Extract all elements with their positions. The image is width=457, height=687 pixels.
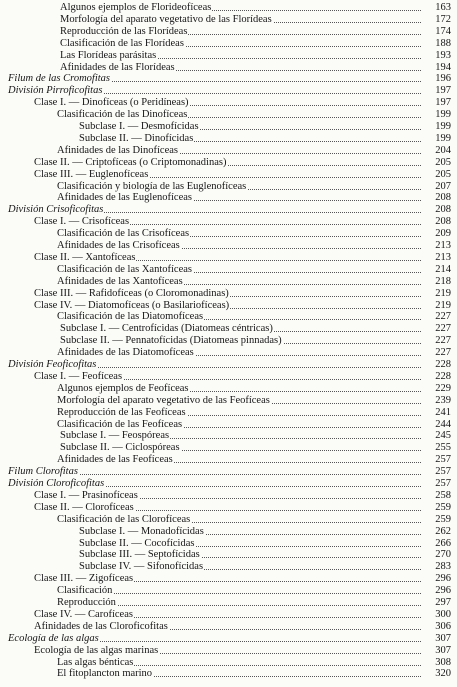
toc-entry-page: 297 <box>435 597 451 608</box>
toc-entry <box>0 252 457 264</box>
toc-entry-page: 205 <box>435 168 451 180</box>
toc-entry <box>0 62 457 74</box>
toc-entry <box>0 359 457 371</box>
toc-entry-title: Subclase II. — Pennatofícidas (Diatomeas pinnadas) <box>60 335 282 347</box>
toc-entry-page: 245 <box>435 430 451 442</box>
toc-entry-title: Clasificación y biología de las Euglenofíceas <box>57 180 247 192</box>
toc-entry-title: Clasificación de las Dinofíceas <box>57 109 188 121</box>
toc-entry <box>0 645 457 657</box>
toc-entry <box>0 73 457 85</box>
toc-entry-page: 227 <box>435 347 451 359</box>
toc-entry <box>0 300 457 312</box>
toc-entry <box>0 585 457 597</box>
toc-entry <box>0 288 457 300</box>
toc-entry-page: 213 <box>435 251 451 263</box>
toc-entry <box>0 597 457 609</box>
toc-entry <box>0 561 457 573</box>
toc-entry <box>0 347 457 359</box>
toc-entry-page: 257 <box>435 454 451 466</box>
toc-entry-page: 306 <box>435 620 451 632</box>
toc-entry <box>0 526 457 538</box>
toc-entry-title: División Feoficofitas <box>8 359 97 370</box>
toc-entry <box>0 204 457 216</box>
toc-entry-page: 227 <box>435 335 451 347</box>
toc-entry <box>0 466 457 478</box>
toc-entry-title: Clase I. — Dinofíceas (o Peridíneas) <box>34 97 189 109</box>
toc-entry-title: Afinidades de las Crisofíceas <box>57 240 180 251</box>
toc-entry <box>0 454 457 466</box>
toc-entry-page: 259 <box>435 513 451 525</box>
toc-entry-title: Subclase I. — Centrofícidas (Diatomeas céntricas) <box>60 323 273 335</box>
toc-entry-title: Clase I. — Prasinofíceas <box>34 489 138 501</box>
toc-entry <box>0 668 457 680</box>
toc-entry-page: 199 <box>435 109 451 121</box>
toc-entry-title: Afinidades de las Florídeas <box>60 61 175 73</box>
toc-entry <box>0 276 457 288</box>
toc-entry <box>0 145 457 157</box>
toc-entry <box>0 192 457 204</box>
toc-entry <box>0 169 457 181</box>
toc-entry-title: Subclase II. — Dinofícidas <box>79 132 194 144</box>
toc-entry-page: 218 <box>435 275 451 287</box>
toc-entry <box>0 323 457 335</box>
toc-entry <box>0 38 457 50</box>
toc-entry-page: 266 <box>435 537 451 549</box>
toc-entry-title: División Cloroficofitas <box>8 478 105 489</box>
toc-entry <box>0 478 457 490</box>
toc-entry-title: Subclase I. — Monadofícidas <box>79 525 204 537</box>
toc-entry-title: Clase I. — Crisofíceas <box>34 216 130 228</box>
toc-entry-title: Clasificación de las Crisofíceas <box>57 228 190 240</box>
toc-entry-title: Reproducción de las Feofíceas <box>57 406 186 418</box>
toc-entry <box>0 97 457 109</box>
toc-entry-page: 296 <box>435 585 451 597</box>
toc-entry-title: El fitoplancton marino <box>57 668 153 680</box>
toc-entry <box>0 264 457 276</box>
toc-entry-title: Subclase I. — Desmofícidas <box>79 121 199 132</box>
toc-entry-page: 283 <box>435 561 451 573</box>
toc-entry-title: Morfología del aparato vegetativo de las Florídeas <box>60 13 272 25</box>
toc-entry <box>0 549 457 561</box>
toc-entry <box>0 609 457 621</box>
toc-entry-page: 227 <box>435 311 451 323</box>
toc-entry <box>0 383 457 395</box>
toc-entry-title: Ecología de las algas marinas <box>34 644 159 656</box>
toc-entry <box>0 311 457 323</box>
toc-entry <box>0 181 457 193</box>
toc-entry <box>0 157 457 169</box>
toc-entry-page: 207 <box>435 180 451 192</box>
toc-entry-title: Clase III. — Euglenofíceas <box>34 168 149 180</box>
toc-entry-page: 308 <box>435 656 451 668</box>
toc-entry-page: 219 <box>435 299 451 311</box>
toc-entry <box>0 2 457 14</box>
toc-entry-title: Las algas bénticas <box>57 656 134 668</box>
toc-entry-title: Ecología de las algas <box>8 632 99 644</box>
toc-entry-page: 258 <box>435 489 451 501</box>
toc-entry-title: Filum Clorofitas <box>8 466 78 478</box>
toc-entry-title: Subclase IV. — Sifonofícidas <box>79 561 204 573</box>
toc-entry <box>0 133 457 145</box>
toc-entry-page: 199 <box>435 132 451 144</box>
toc-entry-title: Clasificación de las Florídeas <box>60 37 184 49</box>
toc-entry <box>0 228 457 240</box>
toc-entry <box>0 85 457 97</box>
toc-entry-title: Clasificación de las Xantofíceas <box>57 263 192 275</box>
toc-entry-title: Clase III. — Rafidofíceas (o Cloromonadinas) <box>34 287 229 299</box>
toc-entry <box>0 216 457 228</box>
toc-entry-title: Clasificación de las Clorofíceas <box>57 513 191 525</box>
toc-entry-page: 209 <box>435 228 451 240</box>
toc-entry <box>0 395 457 407</box>
toc-entry <box>0 502 457 514</box>
toc-entry-title: Reproducción de las Florídeas <box>60 25 188 37</box>
toc-entry-title: Algunos ejemplos de Feofíceas <box>57 382 189 394</box>
toc-entry-page: 270 <box>435 549 451 561</box>
toc-entry-title: Afinidades de las Diatomofíceas <box>57 347 194 359</box>
toc-entry-title: Las Florídeas parásitas <box>60 49 157 61</box>
toc-entry <box>0 371 457 383</box>
toc-entry-page: 172 <box>435 13 451 25</box>
toc-entry-title: Afinidades de las Cloroficofitas <box>34 620 168 632</box>
toc-entry-title: Morfología del aparato vegetativo de las Feofíceas <box>57 394 270 406</box>
toc-entry-page: 262 <box>435 525 451 537</box>
toc-entry-title: División Pirroficofitas <box>8 85 103 97</box>
toc-entry-page: 255 <box>435 442 451 454</box>
toc-entry-page: 174 <box>435 25 451 37</box>
toc-entry-title: Clase II. — Clorofíceas <box>34 501 134 513</box>
toc-entry-title: Subclase I. — Feospóreas <box>60 430 170 442</box>
toc-entry-page: 300 <box>435 608 451 620</box>
toc-entry-page: 208 <box>435 216 451 228</box>
toc-entry-page: 228 <box>435 359 451 370</box>
toc-entry-page: 188 <box>435 37 451 49</box>
toc-entry-title: División Crisoficofitas <box>8 204 104 216</box>
toc-entry-title: Algunos ejemplos de Florideofíceas <box>60 2 212 13</box>
toc-entry-page: 213 <box>435 240 451 251</box>
toc-entry-page: 208 <box>435 192 451 204</box>
toc-entry-page: 307 <box>435 632 451 644</box>
toc-entry <box>0 14 457 26</box>
toc-entry-page: 227 <box>435 323 451 335</box>
toc-entry-title: Filum de las Cromofitas <box>8 73 110 85</box>
toc-entry-page: 320 <box>435 668 451 680</box>
toc-entry-page: 239 <box>435 394 451 406</box>
toc-entry-title: Clase I. — Feofíceas <box>34 370 123 382</box>
toc-entry-page: 259 <box>435 501 451 513</box>
toc-entry-page: 197 <box>435 85 451 97</box>
toc-entry-title: Reproducción <box>57 597 116 608</box>
toc-entry-title: Clase III. — Zigofíceas <box>34 573 134 585</box>
toc-entry-title: Clase II. — Criptofíceas (o Criptomonadinas) <box>34 156 227 168</box>
toc-entry-page: 229 <box>435 382 451 394</box>
toc-entry-page: 241 <box>435 406 451 418</box>
toc-entry-title: Afinidades de las Euglenofíceas <box>57 192 192 204</box>
toc-entry <box>0 419 457 431</box>
toc-entry-title: Clase II. — Xantofíceas <box>34 251 136 263</box>
toc-entry <box>0 430 457 442</box>
toc-entry <box>0 407 457 419</box>
toc-entry-page: 257 <box>435 478 451 489</box>
toc-entry-page: 205 <box>435 156 451 168</box>
toc-entry <box>0 109 457 121</box>
toc-entry-page: 163 <box>435 2 451 13</box>
toc-entry <box>0 657 457 669</box>
toc-entry-title: Clasificación de las Diatomofíceas <box>57 311 204 323</box>
toc-entry-title: Subclase II. — Ciclospóreas <box>60 442 180 454</box>
toc-entry-page: 228 <box>435 370 451 382</box>
toc-entry-page: 214 <box>435 263 451 275</box>
toc-entry-page: 219 <box>435 287 451 299</box>
toc-entry-page: 194 <box>435 61 451 73</box>
toc-entry-title: Subclase III. — Septofícidas <box>79 549 200 561</box>
toc-entry-page: 244 <box>435 418 451 430</box>
toc-entry-title: Subclase II. — Cocofícidas <box>79 537 195 549</box>
toc-entry <box>0 121 457 133</box>
toc-entry-title: Clasificación de las Feofíceas <box>57 418 183 430</box>
toc-entry-page: 193 <box>435 49 451 61</box>
toc-entry <box>0 621 457 633</box>
toc-entry <box>0 442 457 454</box>
toc-entry-title: Afinidades de las Xantofíceas <box>57 275 183 287</box>
toc-entry-page: 197 <box>435 97 451 109</box>
toc-entry-page: 296 <box>435 573 451 585</box>
toc-entry <box>0 240 457 252</box>
toc-entry <box>0 490 457 502</box>
toc-entry-title: Afinidades de las Feofíceas <box>57 454 173 466</box>
toc-entry-page: 257 <box>435 466 451 478</box>
toc-entry-page: 199 <box>435 121 451 132</box>
toc-entry-page: 208 <box>435 204 451 216</box>
toc-entry <box>0 50 457 62</box>
toc-entry-title: Clasificación <box>57 585 113 597</box>
toc-entry-page: 204 <box>435 144 451 156</box>
toc-entry <box>0 538 457 550</box>
toc-entry-title: Afinidades de las Dinofíceas <box>57 144 179 156</box>
toc-entry-title: Clase IV. — Carofíceas <box>34 608 133 620</box>
toc-entry <box>0 514 457 526</box>
toc-entry-page: 307 <box>435 644 451 656</box>
toc-entry <box>0 26 457 38</box>
toc-entry <box>0 573 457 585</box>
toc-entry-title: Clase IV. — Diatomofíceas (o Basilariofíceas) <box>34 299 230 311</box>
toc-entry-page: 196 <box>435 73 451 85</box>
toc-entry <box>0 335 457 347</box>
toc-entry <box>0 633 457 645</box>
